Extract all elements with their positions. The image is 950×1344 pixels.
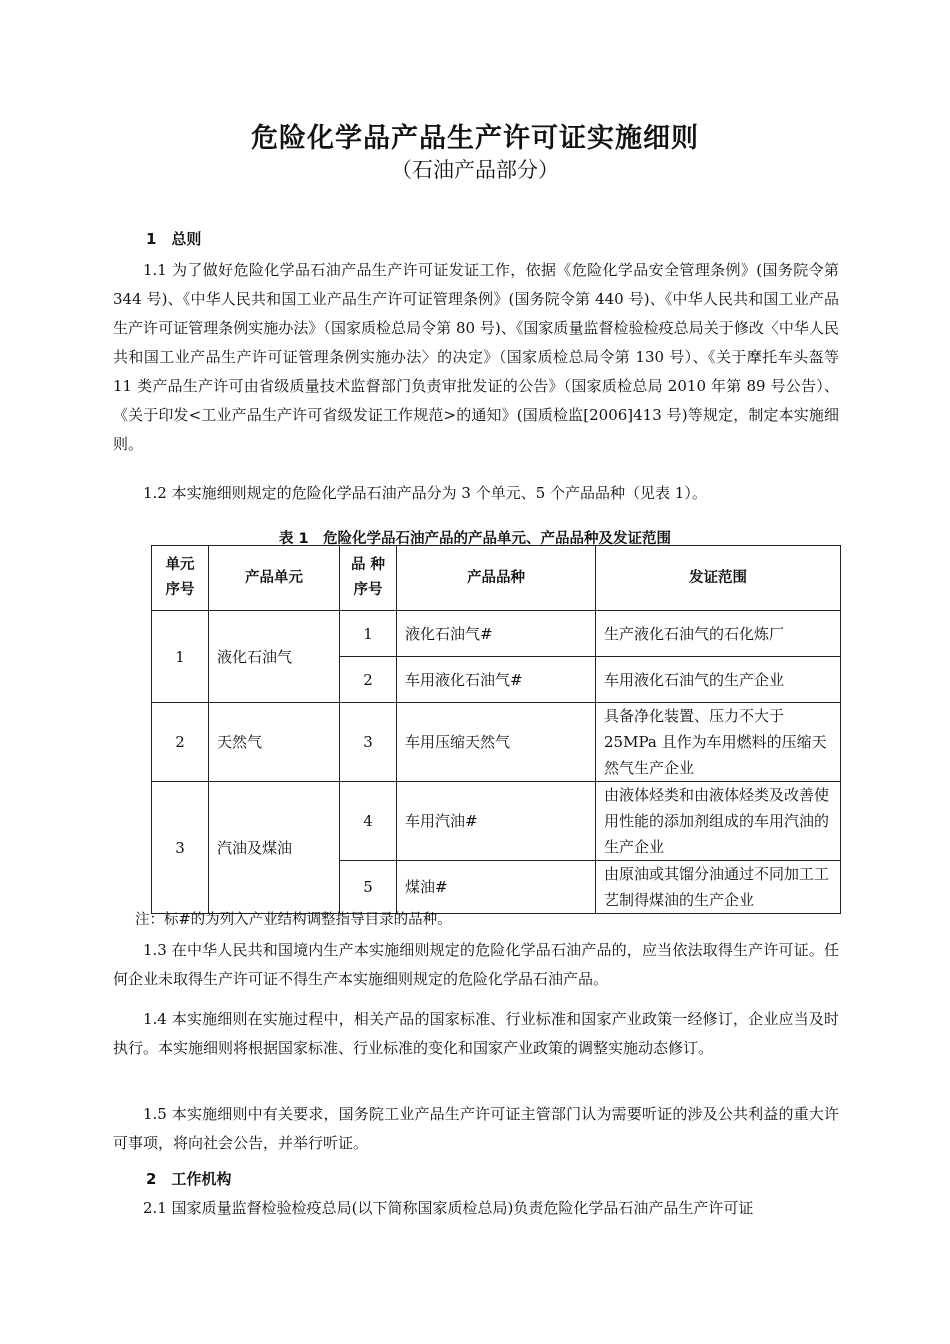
cell-variety: 煤油# bbox=[397, 861, 596, 914]
document-subtitle: （石油产品部分） bbox=[391, 158, 559, 182]
cell-variety-no: 2 bbox=[340, 657, 397, 703]
table-note: 注：标#的为列入产业结构调整指导目录的品种。 bbox=[135, 912, 452, 928]
cell-variety: 车用液化石油气# bbox=[397, 657, 596, 703]
cell-variety-no: 4 bbox=[340, 782, 397, 861]
cell-unit: 天然气 bbox=[209, 703, 340, 782]
cell-scope: 由液体烃类和由液体烃类及改善使用性能的添加剂组成的车用汽油的生产企业 bbox=[596, 782, 841, 861]
cell-scope: 生产液化石油气的石化炼厂 bbox=[596, 611, 841, 657]
cell-scope: 车用液化石油气的生产企业 bbox=[596, 657, 841, 703]
paragraph-1-5: 1.5 本实施细则中有关要求，国务院工业产品生产许可证主管部门认为需要听证的涉及公共利益的重大许可事项，将向社会公告，并举行听证。 bbox=[113, 1105, 839, 1152]
paragraph-2-1: 2.1 国家质量监督检验检疫总局(以下简称国家质检总局)负责危险化学品石油产品生产许可证 bbox=[143, 1199, 754, 1217]
table-row bbox=[152, 611, 841, 657]
paragraph-1-2: 1.2 本实施细则规定的危险化学品石油产品分为 3 个单元、5 个产品品种（见表 1）。 bbox=[143, 484, 707, 502]
product-table bbox=[151, 545, 841, 914]
header-variety-no: 品 种序号 bbox=[340, 546, 397, 611]
cell-unit-no: 3 bbox=[152, 782, 209, 914]
cell-variety: 液化石油气# bbox=[397, 611, 596, 657]
cell-variety-no: 3 bbox=[340, 703, 397, 782]
paragraph-1-1: 1.1 为了做好危险化学品石油产品生产许可证发证工作，依据《危险化学品安全管理条例》(国务院令第 344 号)、《中华人民共和国工业产品生产许可证管理条例》(国务院令第 440 号)、《中华人民共和国工业产品生产许可证管理条例实施办法》（国家质检总局令第 80 号)、《国家质量监督检验检疫总局关于修改〈中华人民共和国工业产品生产许可证管理条例实施办法〉的决定》（国家质检总局令第 130 号）、《关于摩托车头盔等 11 类产品生产许可由省级质量技术监督部门负责审批发证的公告》（国家质检总局 2010 年第 89 号公告）、《关于印发<工业产品生产许可省级发证工作规范>的通知》(国质检监[2006]413 号)等规定，制定本实施细则。 bbox=[113, 261, 839, 453]
table-header-row bbox=[152, 546, 841, 611]
cell-scope: 由原油或其馏分油通过不同加工工艺制得煤油的生产企业 bbox=[596, 861, 841, 914]
paragraph-1-3: 1.3 在中华人民共和国境内生产本实施细则规定的危险化学品石油产品的，应当依法取得生产许可证。任何企业未取得生产许可证不得生产本实施细则规定的危险化学品石油产品。 bbox=[113, 941, 839, 988]
table-row bbox=[152, 703, 841, 782]
paragraph-1-4: 1.4 本实施细则在实施过程中，相关产品的国家标准、行业标准和国家产业政策一经修订，企业应当及时执行。本实施细则将根据国家标准、行业标准的变化和国家产业政策的调整实施动态修订。 bbox=[113, 1010, 839, 1057]
section-1-heading: 1 总则 bbox=[146, 230, 202, 248]
cell-variety-no: 1 bbox=[340, 611, 397, 657]
cell-unit: 液化石油气 bbox=[209, 611, 340, 703]
cell-unit: 汽油及煤油 bbox=[209, 782, 340, 914]
document-title: 危险化学品产品生产许可证实施细则 bbox=[251, 123, 699, 154]
cell-unit-no: 2 bbox=[152, 703, 209, 782]
table-row bbox=[152, 782, 841, 861]
header-unit: 产品单元 bbox=[209, 546, 340, 611]
section-2-heading: 2 工作机构 bbox=[146, 1170, 232, 1188]
cell-unit-no: 1 bbox=[152, 611, 209, 703]
header-unit-no: 单元序号 bbox=[152, 546, 209, 611]
cell-variety: 车用汽油# bbox=[397, 782, 596, 861]
header-variety: 产品品种 bbox=[397, 546, 596, 611]
cell-scope: 具备净化装置、压力不大于 25MPa 且作为车用燃料的压缩天然气生产企业 bbox=[596, 703, 841, 782]
header-scope: 发证范围 bbox=[596, 546, 841, 611]
cell-variety-no: 5 bbox=[340, 861, 397, 914]
cell-variety: 车用压缩天然气 bbox=[397, 703, 596, 782]
table-caption: 表 1 危险化学品石油产品的产品单元、产品品种及发证范围 bbox=[278, 531, 672, 547]
